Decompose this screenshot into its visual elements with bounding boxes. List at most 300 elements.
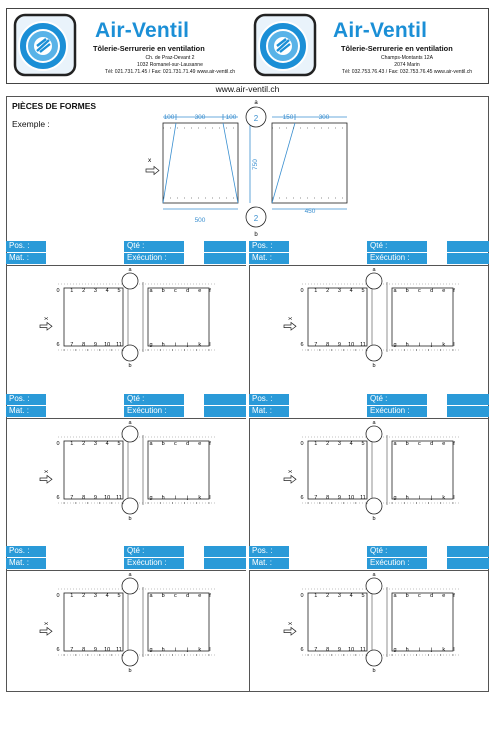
form-bar — [249, 406, 489, 417]
point-number: 1 — [314, 288, 318, 294]
point-letter: d — [186, 593, 190, 599]
execution-field[interactable] — [427, 253, 447, 264]
mat-label: Mat. : — [249, 558, 289, 569]
brand-name: Air-Ventil — [333, 19, 428, 42]
dim-150: 150 — [282, 114, 294, 121]
point-letter: k — [442, 495, 446, 501]
circle-b[interactable] — [366, 498, 382, 514]
circle-a[interactable] — [122, 578, 138, 594]
template-frame — [249, 265, 489, 394]
point-letter: a — [393, 288, 397, 294]
point-letter: i — [418, 342, 421, 348]
qte-label: Qté : — [124, 546, 184, 557]
left-panel — [308, 593, 367, 651]
point-number: 5 — [361, 288, 365, 294]
point-number: 11 — [360, 647, 366, 653]
point-number: 10 — [348, 495, 355, 501]
point-number: 4 — [349, 288, 353, 294]
bar-fill — [204, 558, 246, 569]
template-frame — [6, 265, 246, 394]
form-bar — [249, 546, 489, 557]
point-letter: b — [161, 593, 165, 599]
mat-field[interactable] — [46, 558, 124, 569]
bar-fill — [447, 558, 489, 569]
mat-label: Mat. : — [249, 406, 289, 417]
label-b: b — [128, 516, 132, 522]
point-letter: h — [161, 495, 165, 501]
pos-field[interactable] — [46, 546, 124, 557]
label-x: x — [44, 622, 50, 625]
qte-field[interactable] — [184, 241, 204, 252]
point-letter: g — [393, 647, 397, 653]
point-letter: j — [430, 342, 433, 348]
bar-fill — [447, 406, 489, 417]
point-number: 8 — [326, 647, 330, 653]
mat-field[interactable] — [46, 406, 124, 417]
circle-b[interactable] — [366, 650, 382, 666]
piece-template-drawing — [250, 419, 490, 547]
circle-a[interactable] — [122, 426, 138, 442]
point-number: 1 — [314, 593, 318, 599]
point-number: 8 — [82, 342, 86, 348]
point-letter: f — [209, 441, 211, 447]
bar-fill — [447, 394, 489, 405]
dim-300-right: 300 — [318, 114, 330, 121]
left-panel — [308, 288, 367, 346]
template-frame — [249, 418, 489, 546]
dim-300-left: 300 — [194, 114, 206, 121]
right-panel — [392, 593, 453, 651]
right-panel — [392, 441, 453, 499]
point-letter: f — [453, 288, 455, 294]
point-letter: d — [186, 288, 190, 294]
point-number: 1 — [70, 288, 74, 294]
point-number: 4 — [105, 593, 109, 599]
brand-tagline: Tôlerie-Serrurerie en ventilation — [341, 44, 453, 53]
point-letter: l — [209, 495, 211, 501]
point-number: 2 — [326, 593, 330, 599]
example-diagonal — [272, 123, 295, 203]
piece-template-drawing — [250, 571, 490, 692]
point-letter: f — [209, 593, 211, 599]
point-number: 5 — [361, 593, 365, 599]
example-right-edge — [223, 123, 238, 203]
point-letter: i — [174, 342, 177, 348]
point-number: 0 — [300, 288, 304, 294]
point-number: 9 — [93, 342, 97, 348]
point-number: 6 — [300, 342, 304, 348]
execution-label: Exécution : — [367, 253, 427, 264]
bar-fill — [447, 546, 489, 557]
point-letter: g — [393, 342, 397, 348]
point-number: 10 — [104, 342, 111, 348]
point-number: 0 — [56, 288, 60, 294]
point-number: 9 — [337, 647, 341, 653]
point-letter: g — [149, 342, 153, 348]
form-bar — [6, 546, 246, 557]
point-letter: d — [430, 593, 434, 599]
point-number: 7 — [314, 647, 318, 653]
bar-fill — [447, 253, 489, 264]
label-x: x — [148, 157, 152, 164]
website-url[interactable]: www.air-ventil.ch — [215, 84, 280, 94]
brand-tagline: Tôlerie-Serrurerie en ventilation — [93, 44, 205, 53]
pos-field[interactable] — [289, 546, 367, 557]
circle-b[interactable] — [366, 345, 382, 361]
point-letter: h — [161, 647, 165, 653]
point-letter: k — [442, 647, 446, 653]
point-number: 3 — [337, 288, 341, 294]
point-number: 7 — [70, 495, 74, 501]
flow-arrow-icon — [40, 323, 52, 331]
bar-fill — [447, 241, 489, 252]
template-frame — [249, 570, 489, 691]
point-letter: l — [453, 647, 455, 653]
left-panel — [64, 441, 123, 499]
piece-template-drawing — [6, 571, 246, 692]
point-number: 8 — [82, 495, 86, 501]
address-line: 1032 Romanel-sur-Lausanne — [137, 61, 203, 68]
point-letter: h — [405, 342, 409, 348]
example-left-edge — [163, 123, 176, 203]
point-letter: d — [430, 288, 434, 294]
point-number: 3 — [93, 593, 97, 599]
point-letter: e — [442, 288, 446, 294]
bar-fill — [204, 253, 246, 264]
qte-label: Qté : — [367, 394, 427, 405]
qte-field[interactable] — [427, 241, 447, 252]
point-number: 8 — [326, 495, 330, 501]
point-letter: b — [405, 593, 409, 599]
dim-450: 450 — [304, 208, 316, 215]
qte-field[interactable] — [427, 394, 447, 405]
pos-label: Pos. : — [6, 241, 46, 252]
execution-label: Exécution : — [367, 406, 427, 417]
label-a: a — [128, 420, 132, 426]
point-number: 5 — [117, 441, 121, 447]
execution-field[interactable] — [427, 406, 447, 417]
point-number: 2 — [82, 441, 86, 447]
dim-500: 500 — [194, 217, 206, 224]
circle-b[interactable] — [122, 650, 138, 666]
label-x: x — [288, 470, 294, 473]
address-line: Ch. de Praz-Devant 2 — [145, 55, 195, 61]
point-letter: g — [393, 495, 397, 501]
point-number: 1 — [314, 441, 318, 447]
pos-label: Pos. : — [249, 394, 289, 405]
dim-100-right: 100 — [225, 114, 237, 121]
left-panel — [308, 441, 367, 499]
point-number: 3 — [93, 441, 97, 447]
mat-field[interactable] — [289, 253, 367, 264]
circle-a[interactable] — [122, 273, 138, 289]
pos-label: Pos. : — [249, 241, 289, 252]
point-letter: d — [186, 441, 190, 447]
label-x: x — [288, 317, 294, 320]
point-number: 10 — [348, 647, 355, 653]
mat-field[interactable] — [46, 253, 124, 264]
point-number: 7 — [314, 342, 318, 348]
flow-arrow-icon — [40, 476, 52, 484]
point-letter: k — [198, 495, 202, 501]
point-letter: i — [418, 495, 421, 501]
mat-field[interactable] — [289, 406, 367, 417]
label-b: b — [128, 363, 132, 369]
point-number: 9 — [337, 495, 341, 501]
point-letter: j — [186, 647, 189, 653]
point-number: 7 — [70, 342, 74, 348]
point-letter: i — [174, 647, 177, 653]
point-letter: f — [453, 441, 455, 447]
point-letter: l — [453, 342, 455, 348]
label-a: a — [254, 100, 258, 106]
point-letter: b — [405, 288, 409, 294]
circle-b-value: 2 — [253, 214, 259, 223]
form-bar — [6, 394, 246, 405]
bar-fill — [204, 546, 246, 557]
point-number: 6 — [300, 647, 304, 653]
bar-fill — [204, 394, 246, 405]
point-letter: i — [418, 647, 421, 653]
point-number: 6 — [56, 647, 60, 653]
point-number: 1 — [70, 441, 74, 447]
point-letter: g — [149, 495, 153, 501]
qte-label: Qté : — [124, 241, 184, 252]
point-number: 9 — [337, 342, 341, 348]
point-number: 2 — [82, 288, 86, 294]
point-letter: d — [430, 441, 434, 447]
point-number: 11 — [360, 342, 366, 348]
right-panel — [148, 288, 209, 346]
circle-b[interactable] — [122, 498, 138, 514]
form-bar — [6, 241, 246, 252]
execution-field[interactable] — [184, 558, 204, 569]
label-b: b — [372, 668, 376, 674]
point-letter: b — [161, 288, 165, 294]
address-line: Tél: 021.731.71.45 / Fax: 021.731.71.49 www.air-ventil.ch — [104, 68, 236, 75]
label-x: x — [288, 622, 294, 625]
left-panel — [64, 593, 123, 651]
point-number: 6 — [56, 342, 60, 348]
mat-label: Mat. : — [249, 253, 289, 264]
point-letter: j — [430, 647, 433, 653]
address-line: Tél: 032.753.76.43 / Fax: 032.753.76.45 www.air-ventil.ch — [341, 68, 473, 75]
point-number: 10 — [104, 647, 111, 653]
point-letter: l — [209, 342, 211, 348]
point-number: 7 — [314, 495, 318, 501]
label-b: b — [254, 232, 258, 238]
label-b: b — [372, 363, 376, 369]
bar-fill — [204, 406, 246, 417]
circle-a[interactable] — [366, 273, 382, 289]
point-letter: a — [393, 593, 397, 599]
form-bar — [249, 558, 489, 569]
point-number: 4 — [105, 288, 109, 294]
point-number: 4 — [105, 441, 109, 447]
point-letter: f — [453, 593, 455, 599]
point-letter: e — [442, 441, 446, 447]
piece-template-drawing — [6, 419, 246, 547]
example-drawing — [0, 0, 495, 240]
label-a: a — [128, 267, 132, 273]
point-number: 11 — [116, 647, 122, 653]
label-b: b — [372, 516, 376, 522]
flow-arrow-icon — [284, 628, 296, 636]
point-letter: a — [149, 441, 153, 447]
point-number: 11 — [360, 495, 366, 501]
point-letter: i — [174, 495, 177, 501]
point-number: 8 — [82, 647, 86, 653]
pos-label: Pos. : — [249, 546, 289, 557]
mat-label: Mat. : — [6, 253, 46, 264]
circle-a-value: 2 — [253, 114, 259, 123]
point-number: 0 — [300, 441, 304, 447]
point-letter: k — [198, 342, 202, 348]
label-b: b — [128, 668, 132, 674]
right-panel — [148, 593, 209, 651]
point-letter: c — [174, 593, 177, 599]
pos-field[interactable] — [46, 394, 124, 405]
point-letter: j — [186, 495, 189, 501]
qte-field[interactable] — [427, 546, 447, 557]
qte-field[interactable] — [184, 546, 204, 557]
pos-field[interactable] — [46, 241, 124, 252]
point-letter: e — [198, 593, 202, 599]
piece-template-drawing — [250, 266, 490, 395]
point-number: 5 — [117, 288, 121, 294]
point-letter: e — [442, 593, 446, 599]
pos-field[interactable] — [289, 241, 367, 252]
point-letter: a — [393, 441, 397, 447]
right-panel — [148, 441, 209, 499]
point-letter: b — [405, 441, 409, 447]
execution-field[interactable] — [427, 558, 447, 569]
point-number: 8 — [326, 342, 330, 348]
point-letter: c — [418, 593, 421, 599]
left-panel — [64, 288, 123, 346]
template-frame — [6, 418, 246, 546]
form-bar — [249, 253, 489, 264]
point-letter: a — [149, 593, 153, 599]
point-number: 6 — [300, 495, 304, 501]
point-number: 0 — [56, 593, 60, 599]
point-letter: c — [174, 288, 177, 294]
point-number: 1 — [70, 593, 74, 599]
label-a: a — [372, 420, 376, 426]
form-bar — [6, 253, 246, 264]
pos-label: Pos. : — [6, 546, 46, 557]
point-number: 2 — [326, 441, 330, 447]
point-letter: c — [418, 441, 421, 447]
execution-label: Exécution : — [124, 558, 184, 569]
point-number: 2 — [82, 593, 86, 599]
execution-label: Exécution : — [124, 406, 184, 417]
point-letter: g — [149, 647, 153, 653]
point-letter: f — [209, 288, 211, 294]
point-number: 10 — [104, 495, 111, 501]
piece-template-drawing — [6, 266, 246, 395]
circle-a[interactable] — [366, 426, 382, 442]
point-letter: k — [442, 342, 446, 348]
dim-100-left: 100 — [163, 114, 175, 121]
mat-label: Mat. : — [6, 406, 46, 417]
point-letter: j — [186, 342, 189, 348]
bar-fill — [204, 241, 246, 252]
form-bar — [249, 394, 489, 405]
point-number: 11 — [116, 342, 122, 348]
point-letter: e — [198, 288, 202, 294]
point-number: 0 — [56, 441, 60, 447]
execution-label: Exécution : — [367, 558, 427, 569]
point-number: 7 — [70, 647, 74, 653]
point-letter: k — [198, 647, 202, 653]
mat-label: Mat. : — [6, 558, 46, 569]
qte-label: Qté : — [124, 394, 184, 405]
point-number: 3 — [337, 441, 341, 447]
point-number: 0 — [300, 593, 304, 599]
pos-label: Pos. : — [6, 394, 46, 405]
dim-750: 750 — [252, 159, 259, 170]
point-number: 5 — [361, 441, 365, 447]
form-bar — [249, 241, 489, 252]
point-letter: l — [453, 495, 455, 501]
point-number: 3 — [93, 288, 97, 294]
point-letter: b — [161, 441, 165, 447]
mat-field[interactable] — [289, 558, 367, 569]
point-letter: e — [198, 441, 202, 447]
point-letter: c — [418, 288, 421, 294]
circle-a[interactable] — [366, 578, 382, 594]
address-line: 2074 Marin — [394, 61, 420, 68]
qte-label: Qté : — [367, 241, 427, 252]
point-letter: j — [430, 495, 433, 501]
execution-field[interactable] — [184, 253, 204, 264]
label-a: a — [372, 572, 376, 578]
right-panel — [392, 288, 453, 346]
execution-field[interactable] — [184, 406, 204, 417]
point-letter: h — [405, 495, 409, 501]
point-letter: l — [209, 647, 211, 653]
point-number: 3 — [337, 593, 341, 599]
qte-field[interactable] — [184, 394, 204, 405]
brand-name: Air-Ventil — [95, 19, 190, 42]
point-number: 4 — [349, 441, 353, 447]
point-letter: a — [149, 288, 153, 294]
point-letter: h — [161, 342, 165, 348]
flow-arrow-icon — [284, 323, 296, 331]
form-bar — [6, 558, 246, 569]
point-number: 4 — [349, 593, 353, 599]
label-x: x — [44, 317, 50, 320]
point-number: 9 — [93, 495, 97, 501]
flow-arrow-icon — [146, 167, 159, 175]
address-line: Champs-Montants 12A — [380, 55, 434, 61]
point-letter: c — [174, 441, 177, 447]
qte-label: Qté : — [367, 546, 427, 557]
point-number: 11 — [116, 495, 122, 501]
point-number: 9 — [93, 647, 97, 653]
circle-b[interactable] — [122, 345, 138, 361]
template-frame — [6, 570, 246, 691]
example-label: Exemple : — [12, 119, 50, 129]
execution-label: Exécution : — [124, 253, 184, 264]
form-bar — [6, 406, 246, 417]
point-number: 5 — [117, 593, 121, 599]
point-number: 6 — [56, 495, 60, 501]
pos-field[interactable] — [289, 394, 367, 405]
flow-arrow-icon — [40, 628, 52, 636]
point-letter: h — [405, 647, 409, 653]
